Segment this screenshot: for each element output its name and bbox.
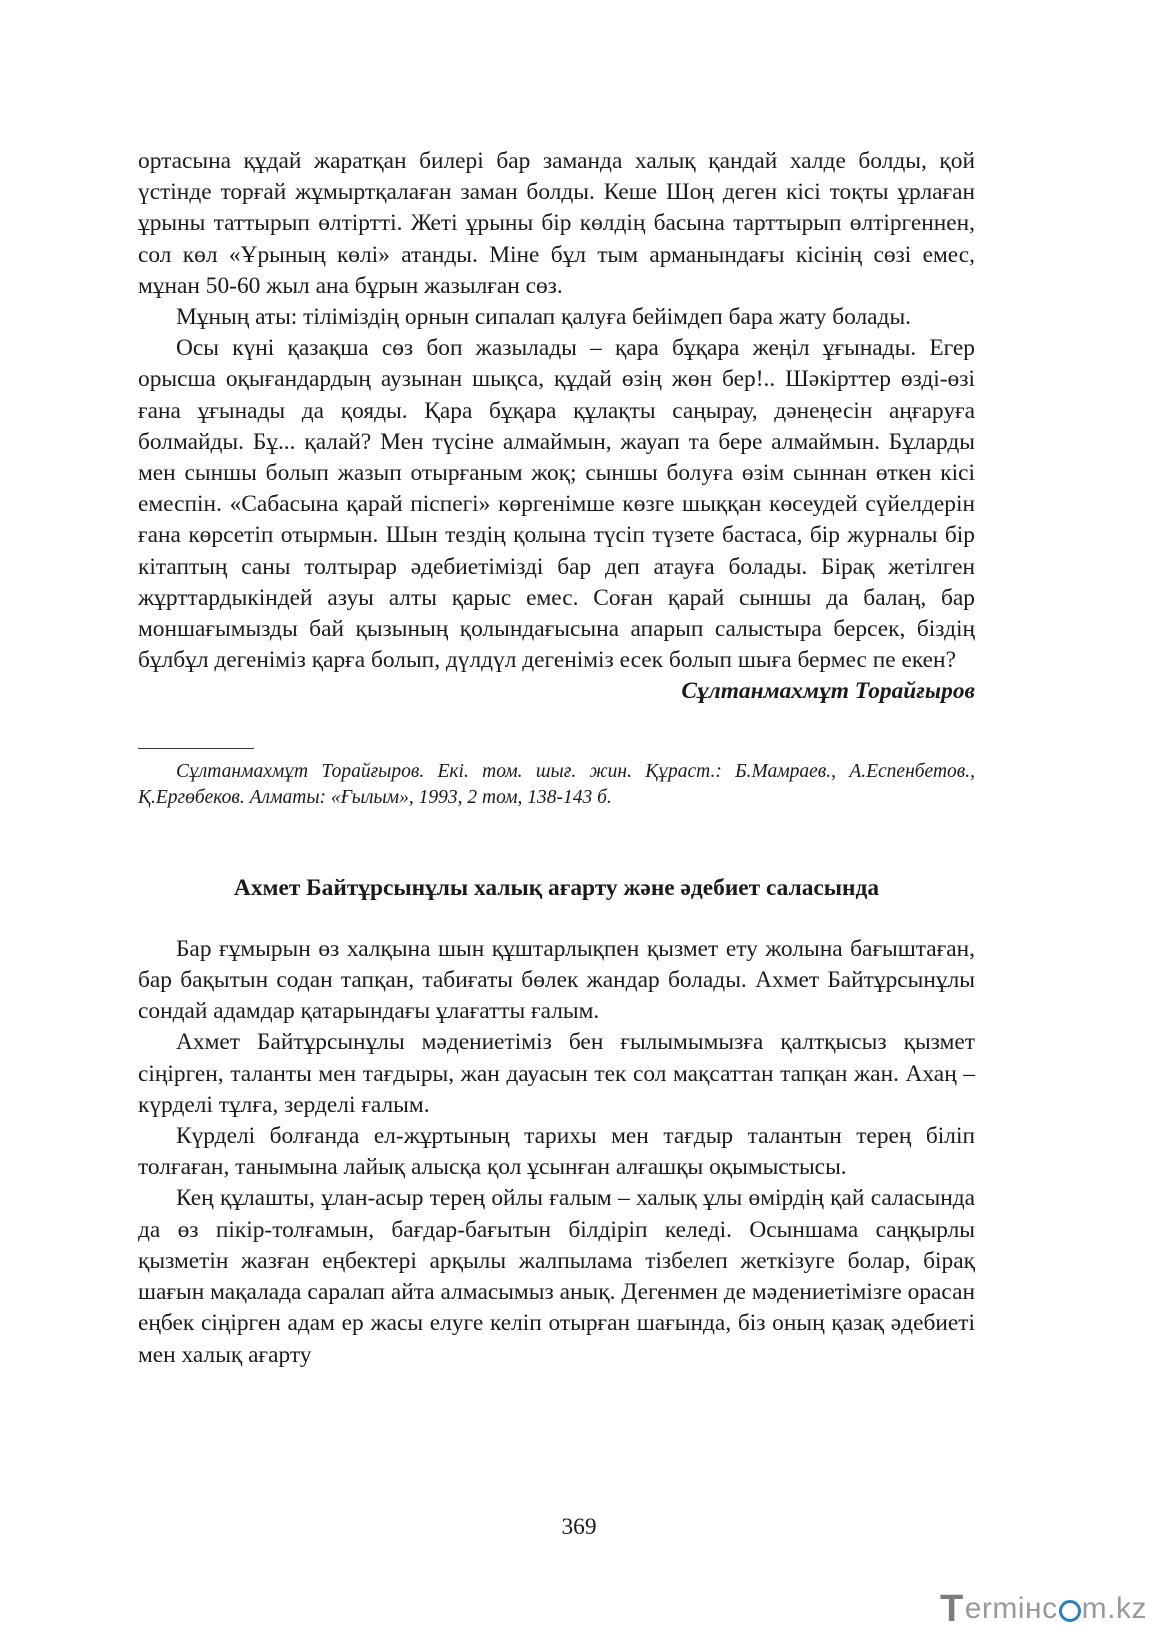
author-signature: Сұлтанмахмұт Торайғыров xyxy=(681,678,975,705)
section-paragraph-4: Кең құлашты, ұлан-асыр терең ойлы ғалым – халық ұлы өмірдің қай саласында да өз пікір-толғамын, бағдар-бағытын білдіріп келеді. Осыншама саңқырлы қызметін жазған еңбектері арқылы жалпылама тізбелеп жеткізуге болар, бірақ шағын мақалада саралап айта алмасымыз анық. Дегенмен де мәдениетімізге орасан еңбек сіңірген адам ер жасы елуге келіп отырған шағында, біз оның қазақ әдебиеті мен халық ағарту xyxy=(138,1185,975,1368)
continuation-paragraph-2: Мұның аты: тіліміздің орнын сипалап қалуға бейімдеп бара жату болады. xyxy=(176,304,912,331)
section-paragraph-3: Күрделі болғанда ел-жұртының тарихы мен тағдыр талантын терең біліп толғаған, танымына лайық алысқа қол ұсынған алғашқы оқымыстысы. xyxy=(138,1123,975,1181)
watermark-text-end: m.kz xyxy=(1081,1592,1147,1625)
section-title: Ахмет Байтұрсынұлы халық ағарту және әдебиет саласында xyxy=(233,874,880,901)
section-paragraph-2: Ахмет Байтұрсынұлы мәдениетіміз бен ғылымымызға қалтқысыз қызмет сіңірген, таланты мен тағдыры, жан дауасын тек сол мақсаттан тапқан жан. Ахаң – күрделі тұлға, зерделі ғалым. xyxy=(138,1029,975,1118)
page-number: 369 xyxy=(561,1514,597,1540)
continuation-paragraph-3: Осы күні қазақша сөз боп жазылады – қара бұқара жеңіл ұғынады. Егер орысша оқығандардың аузынан шықса, құдай өзің жөн бер!.. Шәкірттер өзді-өзі ғана ұғынады да қояды. Қара бұқара құлақты саңырау, дәнеңесін аңғаруға болмайды. Бұ... қалай? Мен түсіне алмаймын, жауап та бере алмаймын. Бұларды мен сыншы болып жазып отырғаным жоқ; сыншы болуға өзім сыннан өткен кісі емеспін. «Сабасына қарай піспегі» көргенімше көзге шыққан көсеудей сүйелдерін ғана көрсетіп отырмын. Шын тездің қолына түсіп түзете бастаса, бір журналы бір кітаптың саны толтырар әдебиетімізді бар деп атауға болады. Бірақ жетілген жұрттардыкіндей азуы алты қарыс емес. Соған қарай сыншы да балаң, бар моншағымызды бай қызының қолындағысына апарып салыстыра берсек, біздің бұлбұл дегеніміз қарға болып, дүлдүл дегеніміз есек болып шыға бермес пе екен? xyxy=(138,335,975,674)
watermark-initial: T xyxy=(940,1587,964,1630)
termincom-watermark xyxy=(940,1587,1147,1630)
footnote: Сұлтанмахмұт Торайғыров. Екі. том. шығ. жин. Құраст.: Б.Мамраев., А.Еспенбетов., Қ.Ергөбеков. Алматы: «Ғылым», 1993, 2 том, 138-143 б. xyxy=(138,760,975,808)
footnote-rule xyxy=(138,748,254,749)
continuation-paragraph-1: ортасына құдай жаратқан билері бар заманда халық қандай халде болды, қой үстінде торғай жұмыртқалаған заман болды. Кеше Шоң деген кісі тоқты ұрлаған ұрыны таттырып өлтіртті. Жеті ұрыны бір көлдің басына тарттырып өлтіргеннен, сол көл «Ұрының көлі» атанды. Міне бұл тым арманындағы кісінің сөзі емес, мұнан 50-60 жыл ана бұрын жазылған сөз. xyxy=(138,148,975,299)
section-paragraph-1: Бар ғұмырын өз халқына шын құштарлықпен қызмет ету жолына бағыштаған, бар бақытын содан тапқан, табиғаты бөлек жандар болады. Ахмет Байтұрсынұлы сондай адамдар қатарындағы ұлағатты ғалым. xyxy=(138,935,975,1025)
page-body xyxy=(138,146,975,1371)
watermark-text-start: ermінc xyxy=(964,1592,1058,1625)
watermark-ring-icon xyxy=(1059,1600,1081,1622)
